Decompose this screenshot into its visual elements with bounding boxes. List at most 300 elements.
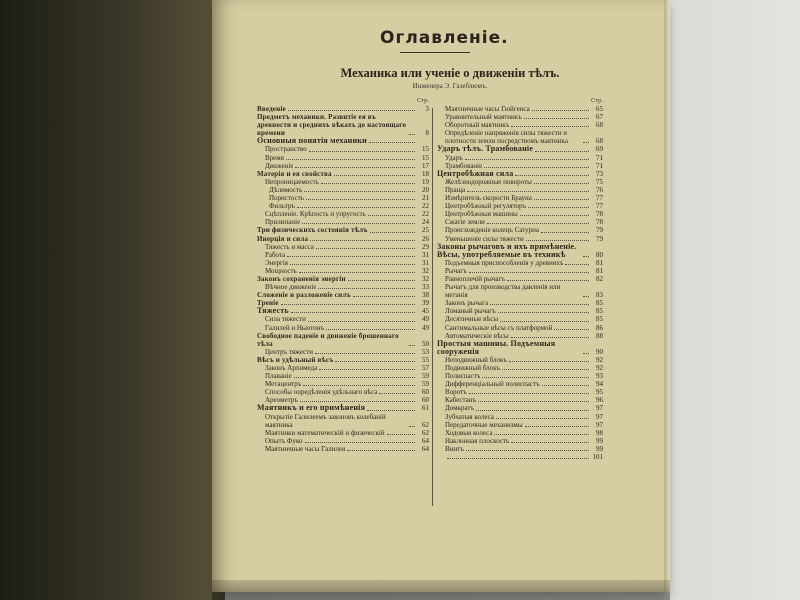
toc-entry-title: Уменьшеніе силы тяжести <box>445 234 524 243</box>
dot-leader <box>299 272 415 273</box>
toc-entry <box>257 137 429 145</box>
toc-entry-title: Автоматическіе вѣсы <box>445 331 509 340</box>
toc-entry-page: 18 <box>422 169 429 178</box>
dot-leader <box>306 199 415 200</box>
toc-entry <box>437 186 603 194</box>
dot-leader <box>286 159 415 160</box>
dot-leader <box>511 337 589 338</box>
dot-leader <box>387 434 415 435</box>
toc-entry-page: 97 <box>596 420 603 429</box>
toc-entry <box>257 396 429 404</box>
toc-entry-title: Полиспастъ <box>445 372 481 381</box>
toc-entry-page: 81 <box>596 266 603 275</box>
toc-entry <box>437 243 603 259</box>
toc-entry-page: 19 <box>422 177 429 186</box>
toc-entry-page: 97 <box>596 412 603 421</box>
toc-entry <box>257 154 429 162</box>
toc-entry-page: 79 <box>596 226 603 235</box>
dot-leader <box>484 167 589 168</box>
toc-entry-page: 65 <box>596 105 603 113</box>
toc-entry-page: 59 <box>422 380 429 389</box>
toc-entry-page: 55 <box>422 355 429 364</box>
toc-entry-title: Опытъ Фуко <box>265 436 303 445</box>
toc-entry <box>437 340 603 356</box>
toc-entry-page: 64 <box>422 444 429 453</box>
page-edge <box>664 0 670 592</box>
toc-entry-page: 15 <box>422 145 429 154</box>
toc-entry-title: Опредѣленіе напряженія силы тяжести и плотности земли посредствомъ маятника <box>445 129 568 146</box>
dot-leader <box>524 118 589 119</box>
toc-entry-title: Сантимальные вѣсы съ платформой <box>445 323 553 332</box>
toc-entry-page: 88 <box>596 331 603 340</box>
toc-entry-page: 96 <box>596 396 603 405</box>
toc-entry <box>437 437 603 445</box>
toc-entry-title: Передаточные механизмы <box>445 420 523 429</box>
dot-leader <box>469 393 589 394</box>
toc-entry-page: 85 <box>596 315 603 324</box>
toc-entry-page: 8 <box>425 129 429 138</box>
toc-entry <box>437 218 603 226</box>
toc-entry <box>257 251 429 259</box>
toc-entry <box>437 259 603 267</box>
toc-entry-title: Законы рычаговъ и ихъ примѣненіе. Вѣсы, употребляемые въ техникѣ <box>437 242 577 259</box>
toc-entry-page: 21 <box>422 194 429 203</box>
toc-entry-title: Законъ Архимеда <box>265 364 318 372</box>
toc-entry-page: 101 <box>592 453 603 462</box>
toc-entry-title: Домкратъ <box>445 404 475 413</box>
toc-entry-title: Мощность <box>265 266 297 275</box>
toc-entry <box>257 324 429 332</box>
toc-entry-title: Ломаный рычагъ <box>445 307 496 316</box>
toc-entry <box>257 210 429 218</box>
toc-entry <box>257 235 429 243</box>
toc-entry <box>437 154 603 162</box>
toc-column-left <box>257 96 429 453</box>
toc-entry-page: 67 <box>596 113 603 122</box>
toc-entry <box>437 396 603 404</box>
dot-leader <box>281 304 415 305</box>
page-header: Стр. <box>416 97 429 104</box>
dot-leader <box>496 418 589 419</box>
toc-entry <box>437 372 603 380</box>
toc-entry-title: Ходовыя колеса <box>445 428 493 437</box>
toc-entry-page: 49 <box>422 315 429 324</box>
toc-entry-page: 82 <box>596 274 603 283</box>
toc-entry-page: 39 <box>422 299 429 308</box>
dot-leader <box>542 385 589 386</box>
toc-entry <box>257 202 429 210</box>
toc-entry-title: Равноплечій рычагъ <box>445 274 506 283</box>
toc-entry-page: 22 <box>422 202 429 211</box>
dot-leader <box>308 321 415 322</box>
page-header: Стр. <box>590 97 603 104</box>
dot-leader <box>534 199 589 200</box>
dot-leader <box>467 191 589 192</box>
toc-entry <box>257 162 429 170</box>
toc-entry-title: Введеніе <box>257 105 286 113</box>
page-title: Оглавленіе. <box>380 28 509 48</box>
toc-entry-title: Десятичные вѣсы <box>445 315 499 324</box>
dot-leader <box>409 134 415 135</box>
toc-entry <box>257 259 429 267</box>
toc-entry-title: Работа <box>265 250 286 259</box>
toc-entry-page: 81 <box>596 258 603 267</box>
dot-leader <box>469 272 589 273</box>
dot-leader <box>319 369 415 370</box>
toc-entry-title: Центробѣжныя машины <box>445 210 518 219</box>
toc-entry <box>257 356 429 364</box>
dot-leader <box>465 159 589 160</box>
dot-leader <box>297 207 415 208</box>
toc-entry-title: Основныя понятія механики <box>257 137 367 146</box>
dot-leader <box>300 401 415 402</box>
dot-leader <box>482 377 589 378</box>
toc-entry <box>437 380 603 388</box>
toc-entry <box>437 145 603 153</box>
toc-entry-page: 86 <box>596 323 603 332</box>
toc-entry-title: Пространство <box>265 145 307 154</box>
toc-entry-page: 22 <box>422 210 429 219</box>
toc-entry-page: 24 <box>422 218 429 227</box>
toc-entry-page: 69 <box>596 145 603 154</box>
dot-leader <box>334 175 415 176</box>
toc-entry <box>437 210 603 218</box>
dot-leader <box>367 410 415 411</box>
dot-leader <box>494 434 589 435</box>
dot-leader <box>353 296 415 297</box>
toc-entry-title: Инерція и сила <box>257 234 309 243</box>
toc-entry-title: Сила тяжести <box>265 315 306 324</box>
toc-entry <box>257 186 429 194</box>
dot-leader <box>315 353 415 354</box>
toc-entry-page: 97 <box>596 404 603 413</box>
dot-leader <box>511 126 589 127</box>
toc-entry-page: 62 <box>422 420 429 429</box>
toc-entry <box>257 445 429 453</box>
toc-entry-page: 94 <box>596 380 603 389</box>
toc-column-right <box>437 96 603 461</box>
toc-entry-page: 31 <box>422 250 429 259</box>
page-shadow <box>212 580 670 600</box>
toc-entry-title: Прилипаніе <box>265 218 301 227</box>
toc-entry <box>257 404 429 412</box>
toc-entry-page: 32 <box>422 274 429 283</box>
dot-leader <box>502 369 589 370</box>
toc-entry-page: 50 <box>422 339 429 348</box>
toc-entry-page: 20 <box>422 185 429 194</box>
toc-entry <box>437 299 603 307</box>
toc-entry-page: 53 <box>422 347 429 356</box>
toc-entry <box>257 226 429 234</box>
dot-leader <box>409 345 415 346</box>
toc-entry <box>437 413 603 421</box>
toc-entry-page: 83 <box>596 291 603 300</box>
toc-entry-title: Подъемныя приспособленія у древнихъ <box>445 258 564 267</box>
toc-entry-title: Дѣлимость <box>269 185 303 194</box>
toc-entry-page: 71 <box>596 161 603 170</box>
toc-entry-page: 62 <box>422 428 429 437</box>
toc-entry <box>257 218 429 226</box>
section-subtitle: Механика или ученіе о движеніи тѣлъ. <box>340 66 560 80</box>
dot-leader <box>368 215 415 216</box>
toc-entry <box>437 332 603 340</box>
toc-entry-title: Сцѣпленіе. Крѣпость и упругость <box>265 210 366 219</box>
toc-entry-title: Маятничные часы Гюйгенса <box>445 105 530 113</box>
toc-entry <box>437 324 603 332</box>
toc-entry-title: Движеніе <box>265 161 294 170</box>
toc-entry <box>257 364 429 372</box>
dot-leader <box>291 312 415 313</box>
toc-entry <box>437 178 603 186</box>
toc-entry <box>437 121 603 129</box>
toc-entry-title: Трамбованіе <box>445 161 483 170</box>
toc-entry-title: Дифференціальный полиспастъ <box>445 380 540 389</box>
toc-entry-page: 17 <box>422 161 429 170</box>
dot-leader <box>447 458 589 459</box>
toc-entry <box>437 267 603 275</box>
toc-entry <box>257 348 429 356</box>
dot-leader <box>369 142 415 143</box>
toc-entry <box>437 194 603 202</box>
toc-entry-page: 85 <box>596 307 603 316</box>
dot-leader <box>409 426 415 427</box>
toc-entry-title: Матерія и ея свойства <box>257 169 332 178</box>
dot-leader <box>583 296 589 297</box>
toc-entry-page: 61 <box>422 404 429 413</box>
toc-entry-page: 71 <box>596 153 603 162</box>
toc-entry-title: Метацентръ <box>265 380 302 389</box>
dot-leader <box>528 207 589 208</box>
dot-leader <box>370 232 415 233</box>
toc-entry-title: Ударъ <box>445 153 463 162</box>
toc-entry <box>257 267 429 275</box>
toc-entry-title: Законъ рычага <box>445 299 489 308</box>
dot-leader <box>478 401 589 402</box>
toc-entry-title: Центробѣжный регуляторъ <box>445 202 527 211</box>
dot-leader <box>326 329 415 330</box>
dot-leader <box>310 240 415 241</box>
toc-entry-page: 99 <box>596 436 603 445</box>
dot-leader <box>348 280 415 281</box>
toc-entry-title: Время <box>265 153 284 162</box>
toc-entry-title: Плаваніе <box>265 372 292 381</box>
dot-leader <box>532 110 589 111</box>
toc-entry <box>437 307 603 315</box>
toc-entry-title: Рычагъ для производства давленія или метанія <box>445 283 561 300</box>
toc-entry <box>257 243 429 251</box>
toc-entry-page: 77 <box>596 194 603 203</box>
dot-leader <box>305 442 415 443</box>
column-divider <box>432 108 433 506</box>
dot-leader <box>511 442 589 443</box>
toc-entry-title: Треніе <box>257 299 279 308</box>
dot-leader <box>554 329 589 330</box>
toc-entry <box>437 388 603 396</box>
toc-entry <box>437 404 603 412</box>
toc-entry-title: Энергія <box>265 258 289 267</box>
toc-entry-title: Наклонная плоскость <box>445 436 510 445</box>
title-rule <box>400 52 470 53</box>
toc-entry-page: 78 <box>596 218 603 227</box>
toc-entry <box>437 105 603 113</box>
dot-leader <box>335 361 415 362</box>
toc-entry-page: 49 <box>422 323 429 332</box>
toc-entry-title: Вѣчное движеніе <box>265 283 317 292</box>
toc-entry-page: 59 <box>422 372 429 381</box>
toc-entry <box>437 202 603 210</box>
toc-entry <box>437 453 603 461</box>
toc-entry <box>437 129 603 145</box>
toc-entry <box>437 283 603 299</box>
toc-entry-title: Оборотный маятникъ <box>445 121 510 130</box>
dot-leader <box>535 151 589 152</box>
dot-leader <box>347 450 415 451</box>
toc-entry-page: 38 <box>422 291 429 300</box>
toc-entry <box>257 429 429 437</box>
dot-leader <box>520 215 589 216</box>
toc-entry-title: Сжатіе земли <box>445 218 485 227</box>
dot-leader <box>287 256 415 257</box>
toc-entry-page: 64 <box>422 436 429 445</box>
toc-entry-page: 75 <box>596 177 603 186</box>
dot-leader <box>309 151 415 152</box>
toc-entry-title: Уравнительный маятникъ <box>445 113 522 122</box>
toc-entry <box>437 275 603 283</box>
toc-entry-title: Законъ сохраненія энергіи <box>257 274 346 283</box>
dot-leader <box>526 240 589 241</box>
toc-entry-title: Происхожденіе колецъ Сатурна <box>445 226 540 235</box>
toc-entry-title: Тяжесть и масса <box>265 242 314 251</box>
dot-leader <box>294 377 415 378</box>
toc-entry-title: Три физическихъ состоянія тѣлъ <box>257 226 368 235</box>
toc-entry-page: 73 <box>596 169 603 178</box>
toc-entry-title: Предметъ механики. Развитіе ея въ древности и среднихъ вѣкахъ до настоящаго времени <box>257 113 407 138</box>
toc-entry-page: 68 <box>596 121 603 130</box>
toc-entry-page: 99 <box>596 444 603 453</box>
toc-entry-title: Способы опредѣленія удѣльнаго вѣса <box>265 388 378 397</box>
toc-entry <box>257 194 429 202</box>
toc-entry-title: Вѣсъ и удѣльный вѣсъ <box>257 355 334 364</box>
toc-entry-title: Ареометръ <box>265 396 298 405</box>
toc-entry <box>257 170 429 178</box>
toc-entry-title: Пористость <box>269 194 304 203</box>
toc-entry <box>257 178 429 186</box>
toc-entry <box>437 445 603 453</box>
dot-leader <box>316 248 415 249</box>
toc-entry-title: Воротъ <box>445 388 467 397</box>
toc-entry <box>437 315 603 323</box>
toc-entry-title: Фильтръ <box>269 202 295 211</box>
dot-leader <box>487 223 589 224</box>
dot-leader <box>500 321 589 322</box>
toc-entry-title: Непроницаемость <box>265 177 319 186</box>
toc-entry-title: Маятникъ и его примѣненія <box>257 404 366 413</box>
dot-leader <box>515 175 589 176</box>
dot-leader <box>498 312 589 313</box>
author-line: Инженера Э. Газеблюмъ. <box>412 82 488 90</box>
dot-leader <box>303 385 415 386</box>
toc-entry <box>437 113 603 121</box>
toc-entry-page: 29 <box>422 242 429 251</box>
toc-entry-title: Зубчатыя колеса <box>445 412 494 421</box>
dot-leader <box>321 183 415 184</box>
toc-entry-title: Галилей и Ньютонъ <box>265 323 325 332</box>
toc-entry <box>257 105 429 113</box>
toc-entry <box>257 291 429 299</box>
toc-entry-page: 3 <box>425 105 429 113</box>
toc-entry-page: 78 <box>596 210 603 219</box>
toc-entry-title: Сложеніе и разложеніе силъ <box>257 291 351 300</box>
toc-entry <box>257 283 429 291</box>
dot-leader <box>302 223 415 224</box>
toc-entry-page: 60 <box>422 388 429 397</box>
dot-leader <box>476 410 589 411</box>
dot-leader <box>288 110 415 111</box>
toc-entry <box>437 364 603 372</box>
toc-entry-title: Центробѣжная сила <box>437 169 514 178</box>
toc-entry-title: Подвижный блокъ <box>445 364 501 372</box>
toc-entry <box>257 380 429 388</box>
toc-entry <box>437 162 603 170</box>
dot-leader <box>541 232 589 233</box>
toc-entry <box>257 113 429 137</box>
toc-entry-page: 92 <box>596 364 603 372</box>
toc-entry <box>257 437 429 445</box>
toc-entry-page: 80 <box>596 250 603 259</box>
toc-entry-page: 26 <box>422 234 429 243</box>
toc-entry <box>437 226 603 234</box>
toc-entry-page: 90 <box>596 347 603 356</box>
toc-entry-title: Тяжесть <box>257 307 289 316</box>
toc-entry-page: 98 <box>596 428 603 437</box>
toc-entry-page: 79 <box>596 234 603 243</box>
toc-entry-title: Желѣзнодорожные повороты <box>445 177 532 186</box>
dot-leader <box>295 167 415 168</box>
dot-leader <box>379 393 415 394</box>
toc-entry-page: 33 <box>422 283 429 292</box>
toc-entry-page: 32 <box>422 266 429 275</box>
toc-entry <box>437 429 603 437</box>
toc-entry-title: Маятничные часы Галилея <box>265 444 346 453</box>
toc-entry-page: 45 <box>422 307 429 316</box>
toc-entry-page: 25 <box>422 226 429 235</box>
toc-entry-page: 57 <box>422 364 429 372</box>
toc-entry <box>257 275 429 283</box>
toc-entry-title: Центръ тяжести <box>265 347 314 356</box>
dot-leader <box>509 361 589 362</box>
dot-leader <box>583 256 589 257</box>
dot-leader <box>290 264 415 265</box>
dot-leader <box>565 264 589 265</box>
dot-leader <box>583 353 589 354</box>
toc-entry-page: 31 <box>422 258 429 267</box>
toc-entry-title: Простыя машины. Подъемныя сооруженія <box>437 339 556 356</box>
toc-entry <box>257 307 429 315</box>
toc-entry <box>257 299 429 307</box>
dot-leader <box>525 426 589 427</box>
toc-entry-page: 60 <box>422 396 429 405</box>
toc-entry-title: Маятники математическій и физическій <box>265 428 385 437</box>
toc-entry-page: 15 <box>422 153 429 162</box>
toc-entry-title: Ударъ тѣлъ. Трамбованіе <box>437 145 534 154</box>
toc-entry-title: Измѣритель скорости Брауна <box>445 194 532 203</box>
toc-entry-page: 85 <box>596 299 603 308</box>
toc-entry <box>257 372 429 380</box>
dot-leader <box>583 142 589 143</box>
toc-entry-title: Неподвижный блокъ <box>445 355 508 364</box>
toc-entry <box>437 421 603 429</box>
dot-leader <box>490 304 589 305</box>
